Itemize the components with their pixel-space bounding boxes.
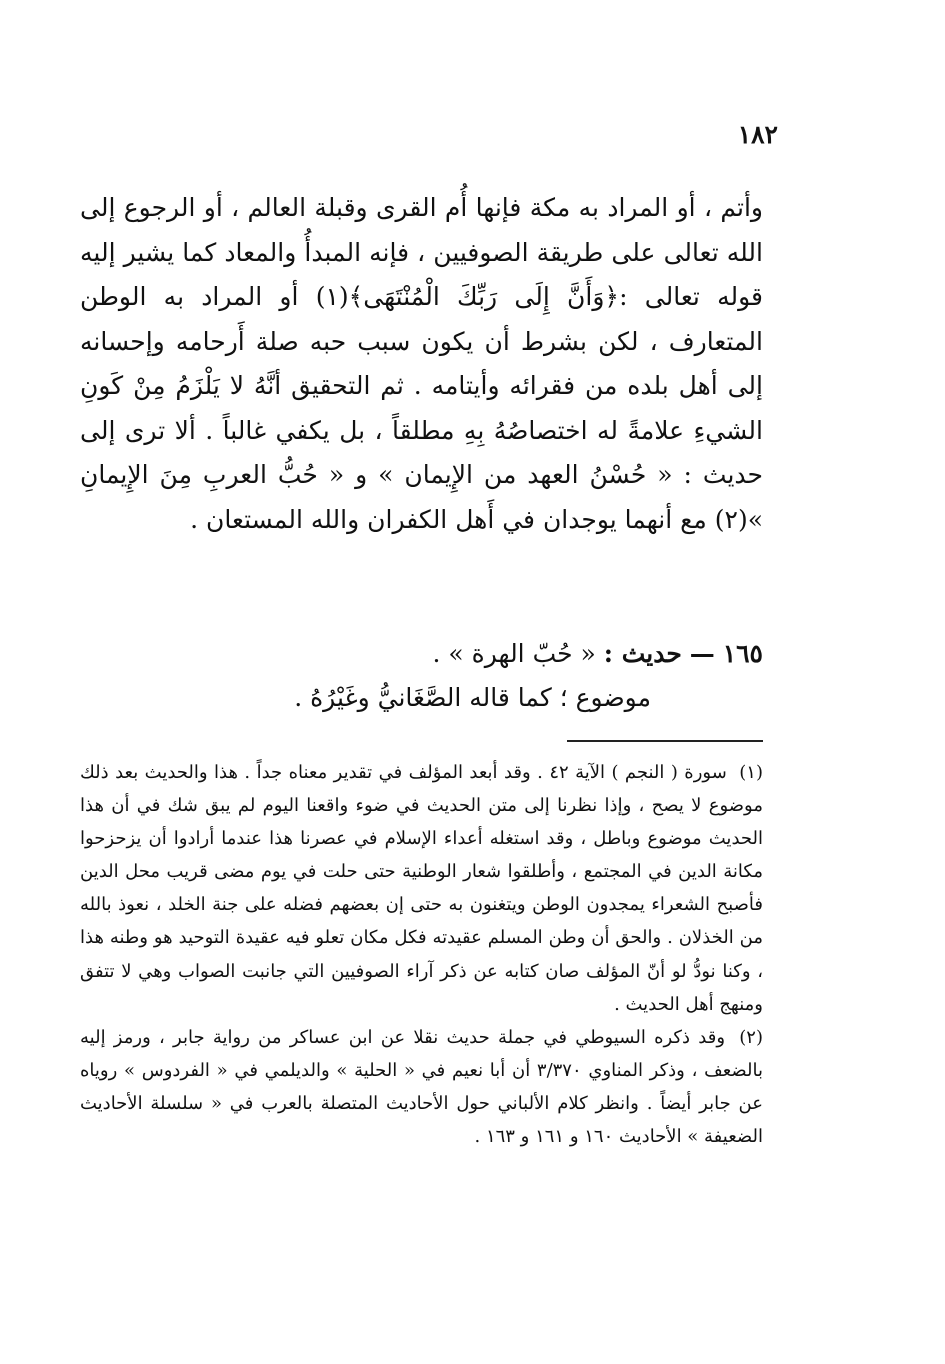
footnote-text: سورة ( النجم ) الآية ٤٢ . وقد أبعد المؤلف في تقدير معناه جداً . هذا والحديث بعد ذلك موضوع لا يصح ، وإذا نظرنا إلى متن الحديث في ضوء واقعنا اليوم لم يبق شك في أن هذا الحديث موضوع وباطل ، وقد استغله أعداء الإسلام في عصرنا هذا عندما أرادوا أن يزحزحوا مكانة الدين في المجتمع ، وأطلقوا شعار الوطنية حتى حلت في يوم مضى قريب محل الدين فأصبح الشعراء يمجدون الوطن ويتغنون به حتى إن بعضهم فضله على جنة الخلد ، نعوذ بالله من الخذلان . والحق أن وطن المسلم عقيدته فكل مكان تعلو فيه عقيدة التوحيد هو وطنه هذا ، وكنا نودُّ لو أنّ المؤلف صان كتابه عن ذكر آراء الصوفيين التي جانبت الصواب وهي لا تتفق ومنهج أهل الحديث . (80, 762, 763, 1015)
footnote-marker: (١) (739, 762, 763, 783)
page-number: ١٨٢ (737, 120, 778, 149)
footnotes-block (80, 756, 763, 1153)
footnote-1 (80, 756, 763, 1021)
entry-heading (80, 632, 763, 676)
entry-verdict: موضوع ؛ كما قاله الصَّغَانيُّ وغَيْرُهُ . (294, 683, 651, 712)
entry-hadith-text: « حُبّ الهرة » . (432, 639, 596, 668)
entry-label: حديث : (603, 639, 682, 668)
footnote-2 (80, 1021, 763, 1153)
footnote-text: وقد ذكره السيوطي في جملة حديث نقلا عن ابن عساكر من رواية جابر ، ورمز إليه بالضعف ، وذكر المناوي ٣/٣٧٠ أن أبا نعيم في « الحلية » والديلمي في « الفردوس » روياه عن جابر أيضاً . وانظر كلام الألباني حول الأحاديث المتصلة بالعرب في « سلسلة الأحاديث الضعيفة » الأحاديث ١٦٠ و ١٦١ و ١٦٣ . (80, 1026, 763, 1148)
hadith-entry (80, 632, 763, 720)
entry-dash: — (689, 639, 715, 668)
footnote-divider (567, 740, 763, 742)
main-text-block (80, 186, 763, 542)
entry-number: ١٦٥ (722, 639, 763, 668)
footnote-marker: (٢) (739, 1026, 763, 1048)
main-paragraph: وأتم ، أو المراد به مكة فإنها أُم القرى وقبلة العالم ، أو الرجوع إلى الله تعالى على طريقة الصوفيين ، فإنه المبدأُ والمعاد كما يشير إليه قوله تعالى :﴿وَأَنَّ إِلَى رَبِّكَ الْمُنْتَهَى﴾(١) أو المراد به الوطن المتعارف ، لكن بشرط أن يكون سبب حبه صلة أَرحامه وإحسانه إلى أهل بلده من فقرائه وأيتامه . ثم التحقيق أنَّهُ لا يَلْزَمُ مِنْ كَونِ الشيءِ علامةً له اختصاصُهُ بِهِ مطلقاً ، بل يكفي غالباً . ألا ترى إلى حديث : « حُسْنُ العهد من الإِيمان » و « حُبُّ العربِ مِنَ الإِيمانِ »(٢) مع أنهما يوجدان في أَهل الكفران والله المستعان . (80, 193, 763, 534)
